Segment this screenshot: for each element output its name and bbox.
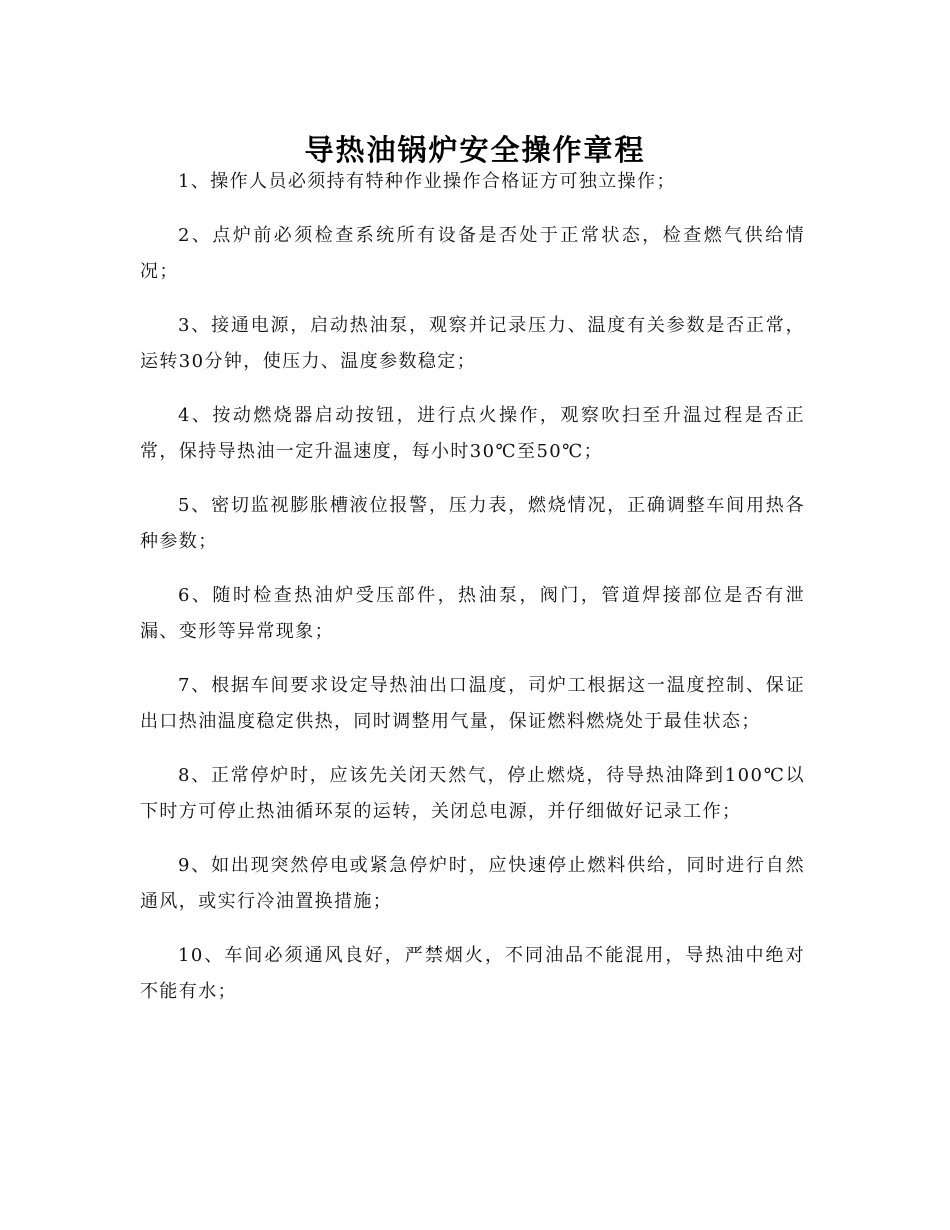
rule-item-5: 5、密切监视膨胀槽液位报警，压力表，燃烧情况，正确调整车间用热各种参数；	[140, 495, 805, 552]
rule-item-9: 9、如出现突然停电或紧急停炉时，应快速停止燃料供给，同时进行自然通风，或实行冷油置换措施；	[140, 855, 805, 912]
rule-item-6: 6、随时检查热油炉受压部件，热油泵，阀门，管道焊接部位是否有泄漏、变形等异常现象；	[140, 585, 805, 642]
rule-item-2: 2、点炉前必须检查系统所有设备是否处于正常状态，检查燃气供给情况；	[140, 225, 805, 282]
rule-item-3: 3、接通电源，启动热油泵，观察并记录压力、温度有关参数是否正常，运转30分钟，使压力、温度参数稳定；	[140, 315, 805, 372]
rule-item-8: 8、正常停炉时，应该先关闭天然气，停止燃烧，待导热油降到100℃以下时方可停止热油循环泵的运转，关闭总电源，并仔细做好记录工作；	[140, 765, 805, 822]
document-title: 导热油锅炉安全操作章程	[304, 133, 646, 168]
rule-item-10: 10、车间必须通风良好，严禁烟火，不同油品不能混用，导热油中绝对不能有水；	[140, 945, 805, 1002]
rule-item-1: 1、操作人员必须持有特种作业操作合格证方可独立操作；	[178, 171, 676, 192]
rule-item-7: 7、根据车间要求设定导热油出口温度，司炉工根据这一温度控制、保证出口热油温度稳定供热，同时调整用气量，保证燃料燃烧处于最佳状态；	[140, 675, 805, 732]
document-body	[140, 164, 805, 1028]
rule-item-4: 4、按动燃烧器启动按钮，进行点火操作，观察吹扫至升温过程是否正常，保持导热油一定升温速度，每小时30℃至50℃；	[140, 405, 805, 462]
